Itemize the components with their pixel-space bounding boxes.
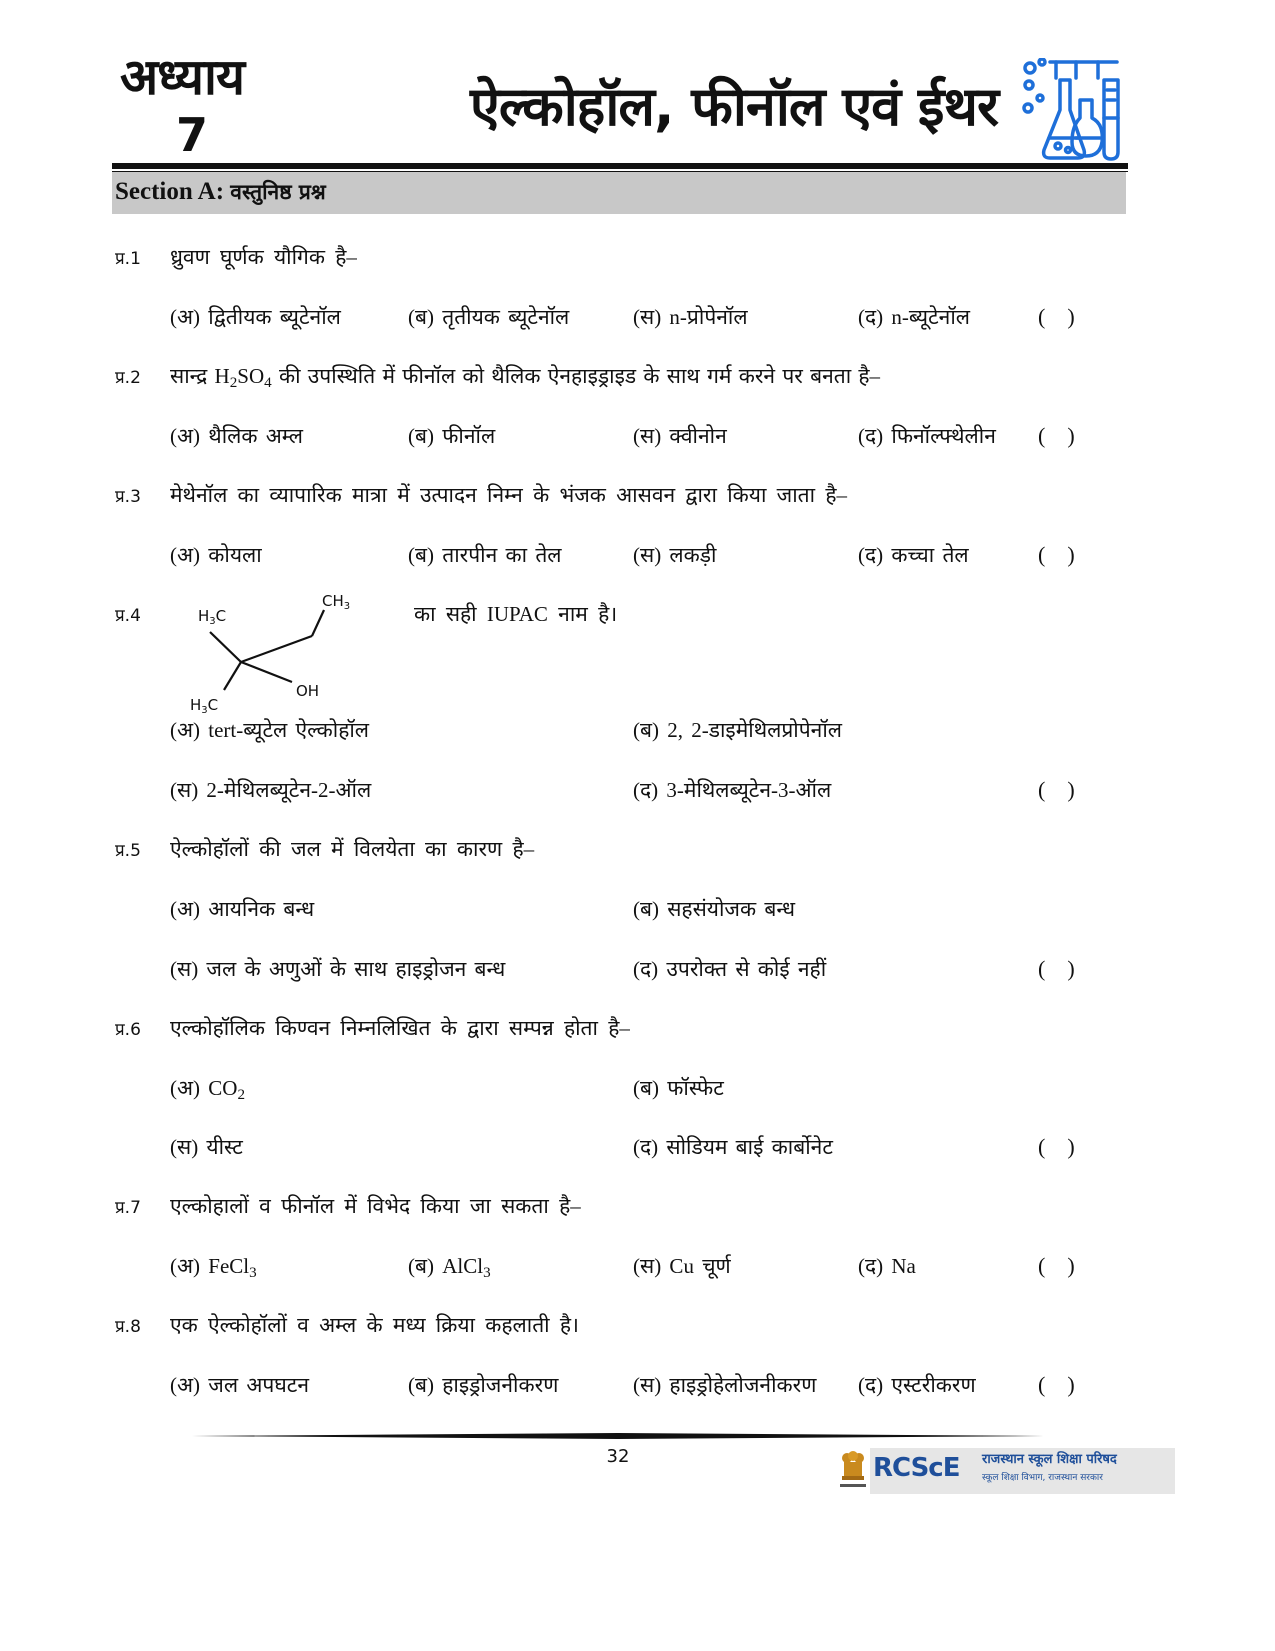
answer-box: ( ) — [1038, 956, 1075, 981]
option-a: (अ) द्वितीयक ब्यूटेनॉल — [170, 305, 341, 329]
option-d: (द) एस्टरीकरण — [858, 1373, 976, 1397]
option-b: (ब) फीनॉल — [408, 424, 496, 448]
option-b-sub: 3 — [483, 1264, 491, 1281]
option-b: (ब) हाइड्रोजनीकरण — [408, 1373, 559, 1397]
section-title: वस्तुनिष्ठ प्रश्न — [230, 180, 326, 204]
question-number: प्र.3 — [115, 487, 141, 507]
option-b: (ब) तृतीयक ब्यूटेनॉल — [408, 305, 570, 329]
option-c: (स) क्वीनोन — [633, 424, 727, 448]
question-text: एक ऐल्कोहॉलों व अम्ल के मध्य क्रिया कहलाती है। — [170, 1313, 579, 1337]
option-a: (अ) tert-ब्यूटेल ऐल्कोहॉल — [170, 718, 370, 742]
section-label: Section A: — [115, 178, 225, 205]
option-a: (अ) जल अपघटन — [170, 1373, 309, 1397]
question-text: मेथेनॉल का व्यापारिक मात्रा में उत्पादन निम्न के भंजक आसवन द्वारा किया जाता है– — [170, 483, 847, 507]
answer-box: ( ) — [1038, 542, 1075, 567]
question-number: प्र.6 — [115, 1020, 141, 1040]
answer-box: ( ) — [1038, 1372, 1075, 1397]
option-d: (द) सोडियम बाई कार्बोनेट — [633, 1135, 833, 1159]
question-number: प्र.4 — [115, 606, 141, 626]
option-c: (स) n-प्रोपेनॉल — [633, 305, 748, 329]
bond-top-left — [210, 632, 241, 662]
question-number: प्र.8 — [115, 1317, 141, 1337]
page-number: 32 — [606, 1446, 630, 1467]
option-c: (स) जल के अणुओं के साथ हाइड्रोजन बन्ध — [170, 957, 506, 981]
question-text: ऐल्कोहॉलों की जल में विलयेता का कारण है– — [170, 837, 535, 861]
option-b — [408, 1253, 491, 1279]
q2-text-after: की उपस्थिति में फीनॉल को थैलिक ऐनहाइड्राइड के साथ गर्म करने पर बनता है– — [271, 364, 881, 388]
h3c-bottom-label: $H_3C$ — [190, 696, 219, 716]
option-c: (स) 2-मेथिलब्यूटेन-2-ऑल — [170, 778, 372, 802]
council-name: राजस्थान स्कूल शिक्षा परिषद — [982, 1452, 1117, 1467]
footer-rule — [192, 1433, 1044, 1439]
option-d: (द) n-ब्यूटेनॉल — [858, 305, 971, 329]
question-number: प्र.1 — [115, 249, 141, 269]
q2-text-before: सान्द्र H — [170, 364, 230, 388]
chapter-word: अध्याय — [120, 48, 244, 106]
question-number: प्र.2 — [115, 368, 141, 388]
rcsce-wordmark: RCScE — [873, 1453, 960, 1483]
option-b: (ब) तारपीन का तेल — [408, 543, 562, 567]
chapter-number: 7 — [176, 108, 209, 162]
q2-sub-b: 4 — [264, 374, 272, 391]
option-b-text: (ब) AlCl — [408, 1254, 484, 1278]
option-a-sub: 3 — [249, 1264, 257, 1281]
option-a-text: (अ) FeCl — [170, 1254, 250, 1278]
question-text: एल्कोहॉलिक किण्वन निम्नलिखित के द्वारा सम्पन्न होता है– — [170, 1016, 630, 1040]
option-d: (द) फिनॉल्फ्थेलीन — [858, 424, 996, 448]
question-text — [170, 363, 880, 389]
option-b: (ब) फॉस्फेट — [633, 1076, 724, 1100]
chapter-title: ऐल्कोहॉल, फीनॉल एवं ईथर — [470, 75, 999, 138]
option-d: (द) 3-मेथिलब्यूटेन-3-ऑल — [633, 778, 832, 802]
answer-box: ( ) — [1038, 304, 1075, 329]
question-number: प्र.5 — [115, 841, 141, 861]
bond-ethyl-1 — [241, 636, 312, 662]
ch3-label: $CH_3$ — [322, 592, 351, 612]
question-text: एल्कोहालों व फीनॉल में विभेद किया जा सकता है– — [170, 1194, 581, 1218]
answer-box: ( ) — [1038, 777, 1075, 802]
option-c: (स) हाइड्रोहेलोजनीकरण — [633, 1373, 817, 1397]
option-d: (द) Na — [858, 1254, 916, 1278]
option-a — [170, 1253, 257, 1279]
option-a-text: (अ) CO — [170, 1076, 238, 1100]
option-d: (द) कच्चा तेल — [858, 543, 969, 567]
section-heading — [115, 176, 326, 208]
option-c: (स) लकड़ी — [633, 543, 717, 567]
oh-label: OH — [296, 682, 320, 700]
option-d: (द) उपरोक्त से कोई नहीं — [633, 957, 827, 981]
answer-box: ( ) — [1038, 1134, 1075, 1159]
structural-formula — [186, 590, 366, 716]
answer-box: ( ) — [1038, 423, 1075, 448]
option-b: (ब) 2, 2-डाइमेथिलप्रोपेनॉल — [633, 718, 843, 742]
header-rule — [112, 163, 1128, 169]
q2-text-mid: SO — [237, 364, 265, 388]
bond-oh — [241, 662, 292, 682]
question-text: का सही IUPAC नाम है। — [414, 602, 618, 626]
question-number: प्र.7 — [115, 1198, 141, 1218]
q2-sub-a: 2 — [229, 374, 238, 391]
department-name: स्कूल शिक्षा विभाग, राजस्थान सरकार — [982, 1473, 1103, 1483]
lab-glassware-icon — [1020, 58, 1120, 162]
answer-box: ( ) — [1038, 1253, 1075, 1278]
question-text: ध्रुवण घूर्णक यौगिक है– — [170, 245, 357, 269]
bond-ethyl-2 — [312, 610, 324, 636]
option-c: (स) यीस्ट — [170, 1135, 243, 1159]
h3c-top-label: $H_3C$ — [198, 607, 227, 627]
state-emblem-icon — [836, 1448, 870, 1490]
option-a-sub: 2 — [237, 1086, 246, 1103]
option-a: (अ) आयनिक बन्ध — [170, 897, 315, 921]
option-c: (स) Cu चूर्ण — [633, 1254, 731, 1278]
option-a: (अ) थैलिक अम्ल — [170, 424, 303, 448]
bond-bottom-left — [224, 662, 241, 690]
option-a: (अ) कोयला — [170, 543, 262, 567]
option-b: (ब) सहसंयोजक बन्ध — [633, 897, 796, 921]
option-a — [170, 1075, 245, 1101]
